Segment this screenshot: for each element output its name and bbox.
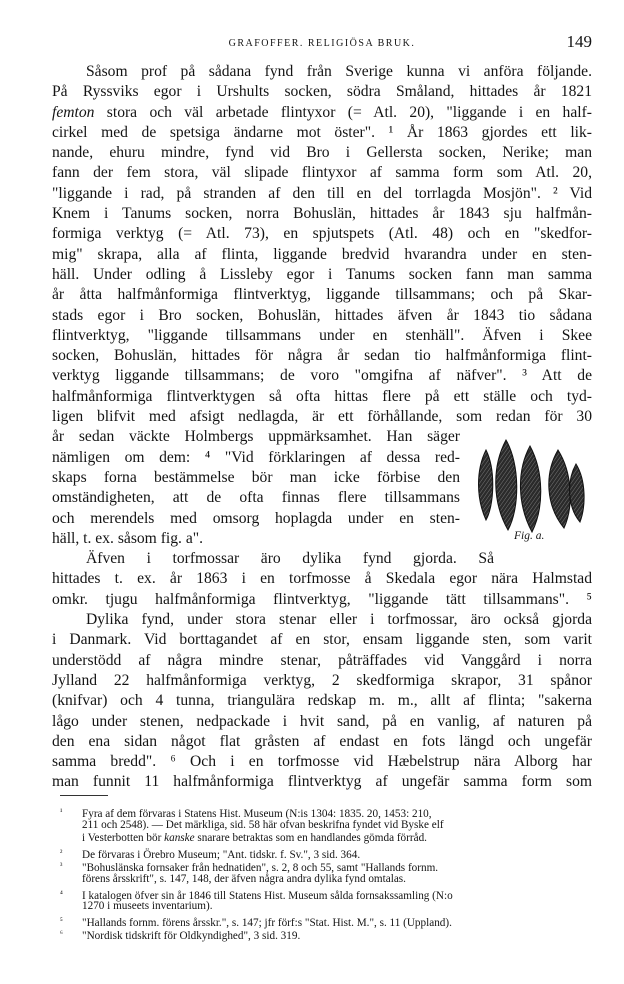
footnote-text: förens årsskrift", s. 147, 148, der äfven några andra dylika fynd omtalas. [82,872,406,885]
body-line: flintverktyg, "liggande tillsammans under en stenhäll". Äfven i Skee [52,326,592,344]
footnote-line [60,927,592,941]
footnote-text: snarare betraktas som en handlandes gömda förråd. [194,832,427,845]
body-line-text: stora och väl arbetade flintyxor (= Atl. 20), "liggande i en half- [94,103,592,121]
footnote-text: De förvaras i Örebro Museum; "Ant. tidskr. f. Sv.", 3 sid. 364. [82,848,361,861]
body-line: stads egor i Bro socken, Bohuslän, hittades äfven år 1843 tio sådana [52,306,592,324]
body-line: (knifvar) och 4 tunna, triangulära redskap m. m., allt af flinta; "sakerna [52,692,592,710]
footnote-text: "Bohuslänska fornsaker från hednatiden", s. 2, 8 och 55, samt "Hallands fornm. [82,862,439,875]
body-line [52,103,592,123]
body-line: år åtta halfmånformiga flintverktyg, liggande tillsammans; och på Skar- [52,286,592,304]
body-line: Såsom prof på sådana fynd från Sverige kunna vi anföra följande. [86,63,592,80]
crescent-flint-tool-3 [520,446,540,532]
footnote-marker: ³ [60,861,63,871]
body-line: fann der fem stora, väl slipade flintyxor af samma form som Atl. 20, [52,164,592,182]
crescent-flint-tool-2 [496,440,517,530]
footnote-marker: ⁵ [60,915,63,925]
footnote-marker: ⁴ [60,888,63,898]
footnote-line [60,914,592,928]
body-line: år sedan väckte Holmbergs uppmärksamhet. Han säger [52,428,460,446]
body-line: och merendels med omsorg hoplagda under en sten- [52,509,460,527]
footnote-italic-word: kanske [164,832,195,845]
body-line: understödd af några mindre stenar, påträffades vid Vanggård i norra [52,651,592,669]
flint-tools-drawing [472,436,588,566]
body-line: hittades t. ex. år 1863 i en torfmosse å Skedala egor nära Halmstad [52,570,592,588]
crescent-flint-tool-5 [570,464,584,522]
body-line: lågo under stenen, nedpackade i hvit sand, på en vanlig, af naturen på [52,712,592,730]
footnote-text: "Nordisk tidskrift för Oldkyndighed", 3 sid. 319. [82,930,301,943]
crescent-flint-tool-4 [549,450,570,528]
footnote-line [60,819,592,833]
body-line: omkr. tjugu halfmånformiga flintverktyg, "liggande tätt tillsammans". ⁵ [52,590,592,608]
crescent-flint-tool-1 [479,450,493,520]
page-header [52,32,592,54]
body-line: samma bredd". ⁶ Och i en torfmosse vid Hæbelstrup nära Alborg har [52,753,592,771]
body-text [52,62,592,793]
body-line: den ena sidan något flat gråsten af endast en fots längd och ungefär [52,732,592,750]
body-line: Dylika fynd, under stora stenar eller i torfmossar, äro också gjorda [86,611,592,629]
footnote-marker: ⁶ [60,929,63,939]
body-line: skaps forna bestämmelse bör man icke förbise den [52,468,460,486]
body-line: cirkel med de spetsiga ändarne mot öster". ¹ År 1863 gjordes ett lik- [52,123,592,141]
body-line: formiga verktyg (= Atl. 73), en spjutspets (Atl. 48) och en "skedfor- [52,225,592,243]
footnote-text: 1270 i museets inventarium). [82,900,213,913]
footnote-text: "Hallands fornm. förens årsskr.", s. 147; jfr förf:s "Stat. Hist. M.", s. 11 (Uppland). [82,916,452,929]
running-head: GRAFOFFER. RELIGIÖSA BRUK. [228,38,416,49]
body-line: Äfven i torfmossar äro dylika fynd gjorda. Så [86,550,494,568]
body-line: i Danmark. Vid borttagandet af en stor, ensam liggande sten, som varit [52,631,592,649]
body-line: man funnit 11 halfmånformiga flintverktyg af ungefär samma form som [52,773,592,791]
body-line: Jylland 22 halfmånformiga verktyg, 2 skedformiga skrapor, 31 spånor [52,671,592,689]
body-line: nande, ehuru mindre, fynd vid Bro i Gellersta socken, Nerike; man [52,144,592,162]
footnote-line [60,846,592,860]
footnote-line [60,859,592,873]
footnotes [60,805,592,941]
body-line: omständigheten, att de ofta finnas flere tillsammans [52,489,460,507]
body-line: På Ryssviks egor i Urshults socken, södra Småland, hittades år 1821 [52,83,592,101]
figure-caption: Fig. a. [514,530,545,542]
body-line: socken, Bohuslän, hittades för några år sedan tio halfmånformiga flint- [52,347,592,365]
body-line: häll. Under odling å Lissleby egor i Tanums socken fann man samma [52,265,592,283]
footnote-line [60,805,592,819]
body-line: nämligen om dem: ⁴ "Vid förklaringen af dessa red- [52,448,460,466]
body-line: häll, t. ex. såsom fig. a". [52,529,204,547]
footnote-line [60,873,592,887]
footnote-text: Fyra af dem förvaras i Statens Hist. Museum (N:is 1304: 1835. 20, 1453: 210, [82,808,432,820]
italic-word: femton [52,103,95,121]
footnote-line [60,832,592,846]
body-line: verktyg liggande tillsammans; de voro "omgifna af näfver". ³ Att de [52,367,592,385]
figure-a-illustration [472,436,588,566]
footnote-rule [60,795,108,796]
footnote-marker: ² [60,847,63,857]
footnote-marker: ¹ [60,807,63,816]
footnote-line [60,887,592,901]
footnote-text: 211 och 2548). — Det märkliga, sid. 58 här ofvan beskrifna fyndet vid Byske elf [82,818,444,831]
footnote-text: i Vesterbotten bör [82,832,165,845]
page-number: 149 [566,32,592,51]
footnote-line [60,900,592,914]
body-line: mig" skrapa, alla af flinta, liggande bredvid hvarandra under en sten- [52,245,592,263]
body-line: halfmånformiga flintverktygen så ofta hittas flere på ett ställe och tyd- [52,387,592,405]
body-line: Knem i Tanums socken, norra Bohuslän, hittades år 1843 sju halfmån- [52,205,592,223]
footnote-text: I katalogen öfver sin år 1846 till Statens Hist. Museum sålda fornsakssamling (N:o [82,889,453,902]
body-line: ligen blifvit med afsigt nedlagda, är ett förhållande, som redan för 30 [52,408,592,426]
body-line: "liggande i rad, på stranden af den till en del torrlagda Mosjön". ² Vid [52,184,592,202]
